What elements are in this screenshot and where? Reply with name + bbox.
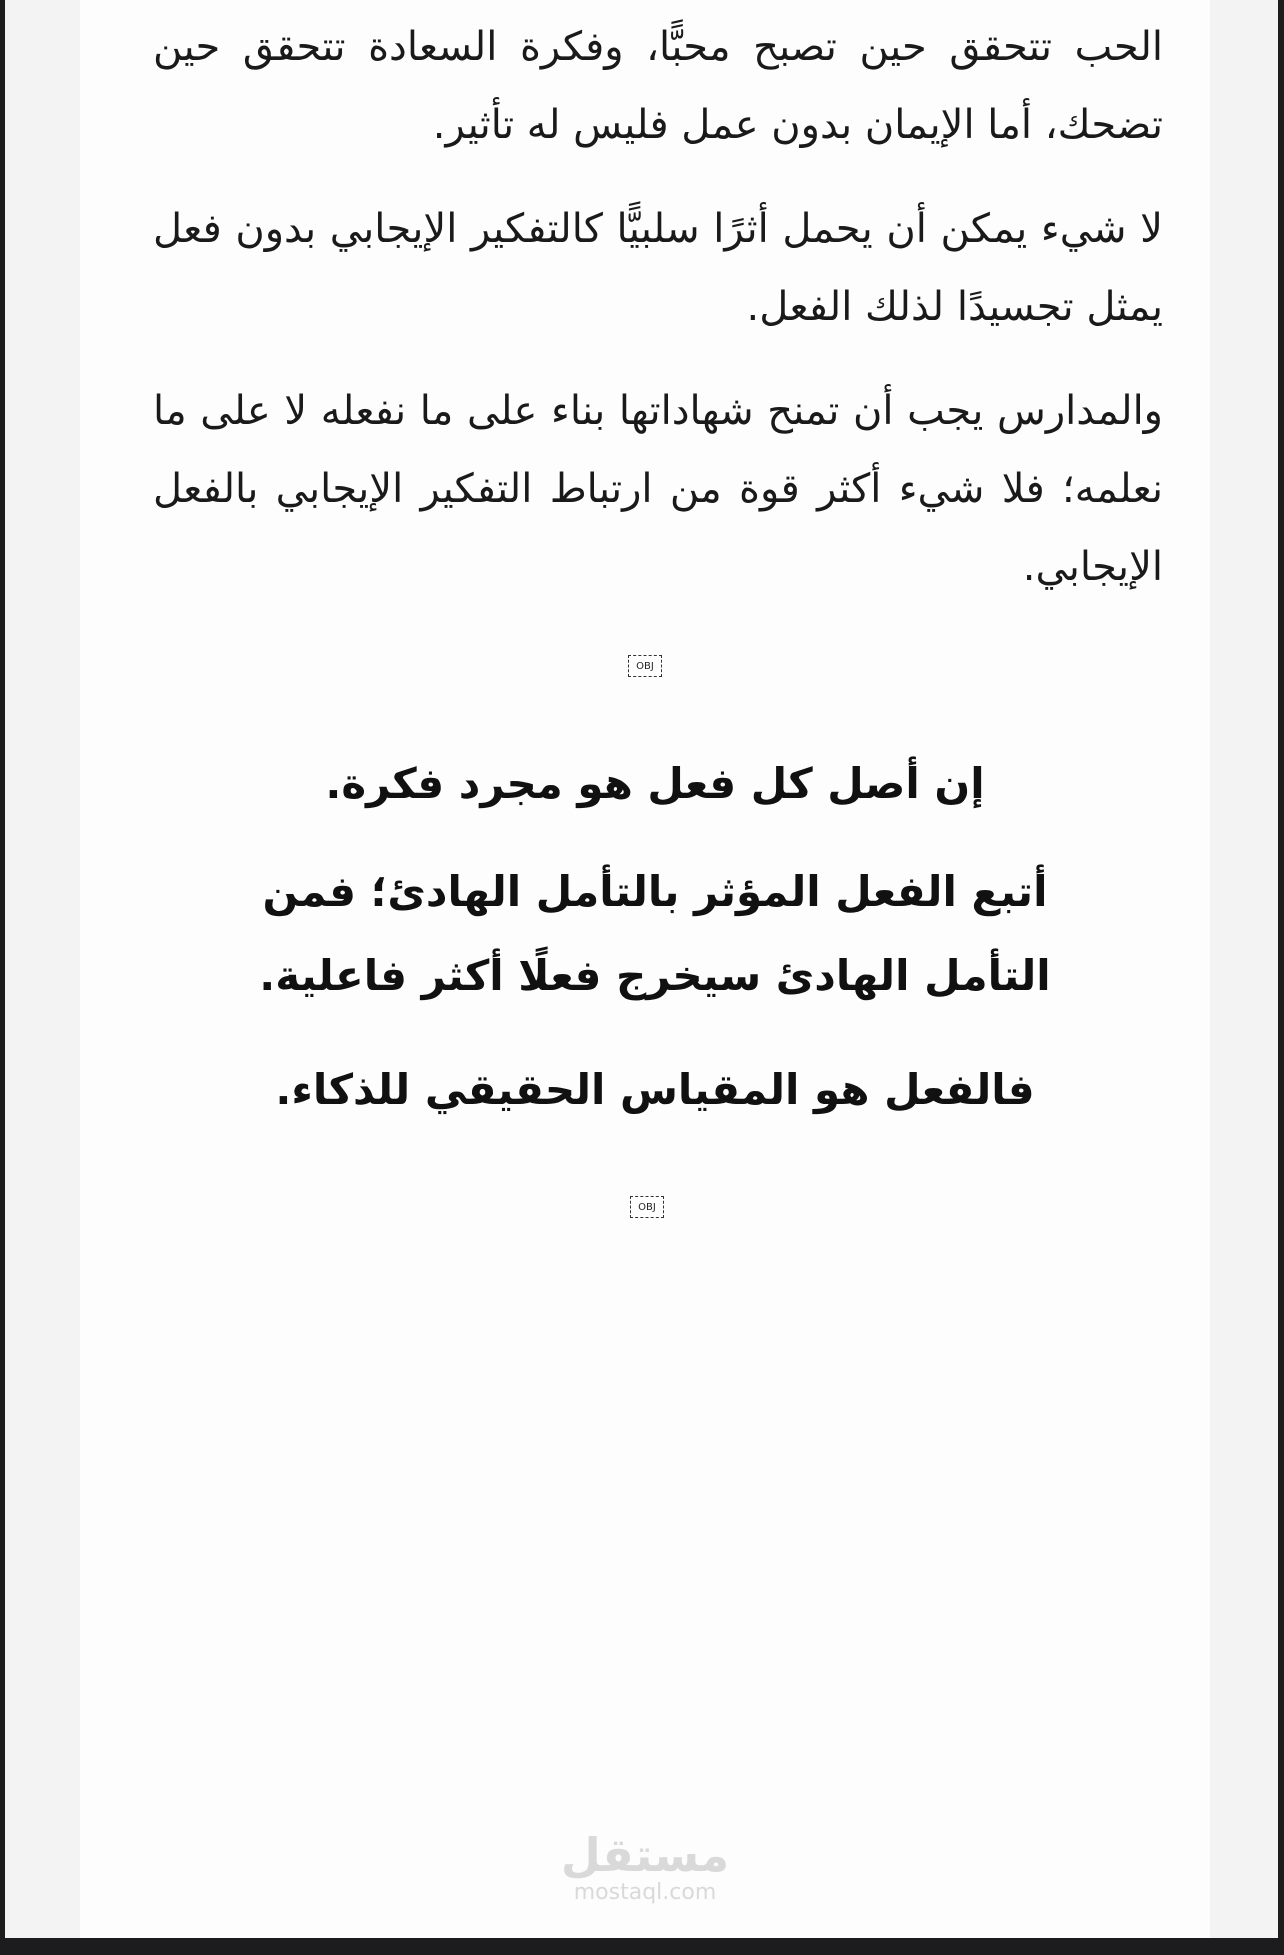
- object-placeholder-icon: OBJ: [630, 1196, 664, 1218]
- quote-3: فالفعل هو المقياس الحقيقي للذكاء.: [275, 1065, 1035, 1114]
- paragraph-2: لا شيء يمكن أن يحمل أثرًا سلبيًّا كالتفكير الإيجابي بدون فعل يمثل تجسيدًا لذلك الفعل.: [153, 206, 1163, 330]
- object-placeholder-icon: OBJ: [628, 655, 662, 677]
- paragraph-1: الحب تتحقق حين تصبح محبًّا، وفكرة السعادة تتحقق حين تضحك، أما الإيمان بدون عمل فليس له تأثير.: [153, 24, 1163, 148]
- page: [5, 0, 1278, 1938]
- watermark: [545, 1830, 745, 1906]
- quote-2: أتبع الفعل المؤثر بالتأمل الهادئ؛ فمن التأمل الهادئ سيخرج فعلًا أكثر فاعلية.: [259, 867, 1051, 1000]
- paragraph-3: والمدارس يجب أن تمنح شهاداتها بناء على ما نفعله لا على ما نعلمه؛ فلا شيء أكثر قوة من ارتباط التفكير الإيجابي بالفعل الإيجابي.: [153, 388, 1163, 590]
- quote-1: إن أصل كل فعل هو مجرد فكرة.: [325, 759, 985, 808]
- watermark-arabic: مستقل: [560, 1828, 730, 1882]
- watermark-latin: mostaql.com: [573, 1880, 717, 1905]
